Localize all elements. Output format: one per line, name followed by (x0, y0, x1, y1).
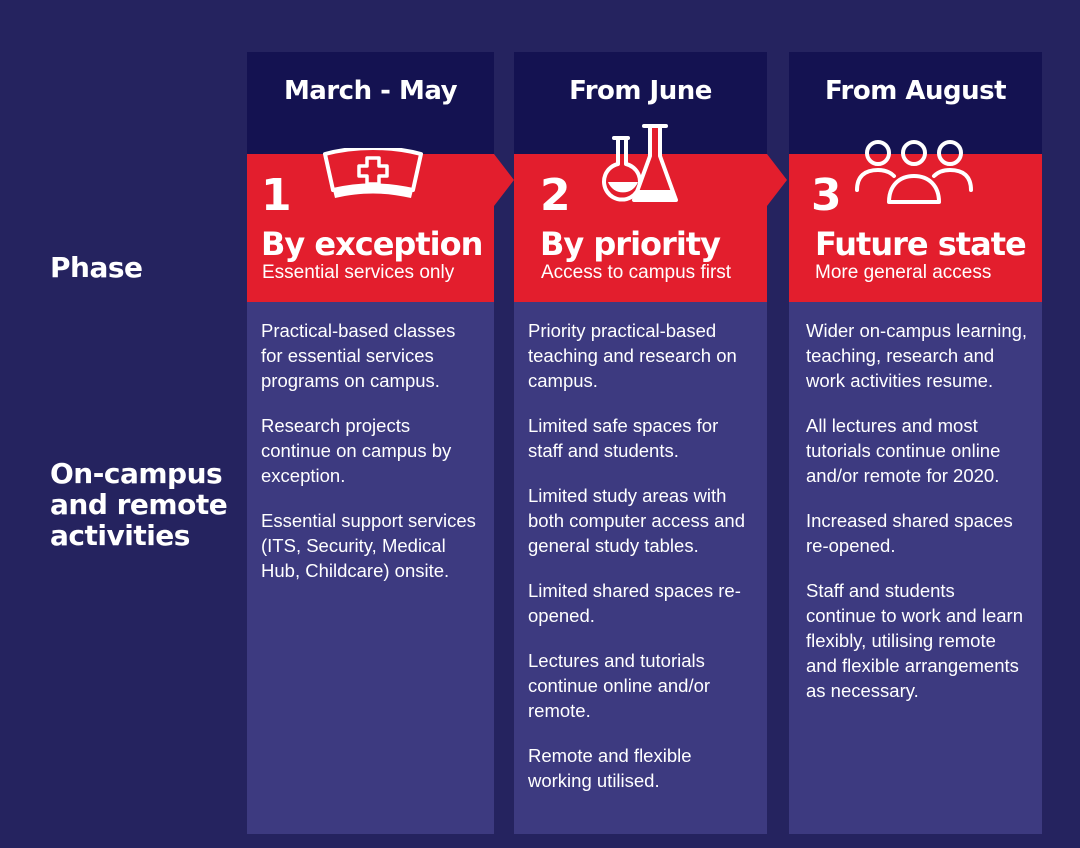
list-item: Priority practical-based teaching and research on campus. (528, 320, 737, 391)
phase-column-3 (789, 52, 1042, 834)
list-item: Limited safe spaces for staff and students. (528, 415, 719, 461)
phase-subtitle: Access to campus first (541, 262, 732, 283)
phase-subtitle: More general access (815, 262, 992, 283)
nurse-cap-icon (315, 148, 431, 204)
phase-date: From August (824, 76, 1007, 106)
activity-list-1 (247, 302, 494, 583)
phase-date: From June (569, 76, 712, 106)
group-people-icon (853, 136, 975, 208)
list-item: Limited study areas with both computer access and general study tables. (528, 485, 745, 556)
list-item: Limited shared spaces re-opened. (528, 580, 741, 626)
phase-title: Future state (815, 225, 1026, 263)
phase-banner-3 (789, 154, 1042, 302)
phase-arrow-1 (494, 154, 514, 206)
list-item: Research projects continue on campus by exception. (261, 415, 452, 486)
phase-column-2 (514, 52, 767, 834)
row-label-activities: On-campus and remote activities (50, 457, 228, 552)
phase-date: March - May (283, 76, 458, 106)
phase-number: 1 (261, 170, 292, 221)
phase-subtitle: Essential services only (262, 262, 455, 283)
list-item: Staff and students continue to work and learn flexibly, utilising remote and flexible arrangements as necessary. (806, 580, 1023, 701)
activity-list-2 (514, 302, 767, 793)
phase-banner-2 (514, 154, 767, 302)
phase-number: 3 (811, 170, 842, 221)
list-item: Increased shared spaces re-opened. (806, 510, 1013, 556)
list-item: All lectures and most tutorials continue online and/or remote for 2020. (806, 415, 1001, 486)
phase-title: By exception (261, 225, 483, 263)
phase-column-1 (247, 52, 494, 834)
list-item: Remote and flexible working utilised. (528, 745, 692, 791)
activity-list-3 (789, 302, 1042, 703)
list-item: Wider on-campus learning, teaching, research and work activities resume. (806, 320, 1028, 391)
phase-number: 2 (540, 170, 571, 221)
list-item: Essential support services (ITS, Security, Medical Hub, Childcare) onsite. (261, 510, 476, 581)
list-item: Lectures and tutorials continue online and/or remote. (528, 650, 711, 721)
phase-banner-1 (247, 154, 494, 302)
list-item: Practical-based classes for essential services programs on campus. (261, 320, 456, 391)
phase-title: By priority (540, 225, 720, 263)
phase-arrow-2 (767, 154, 787, 206)
lab-flasks-icon (600, 120, 686, 210)
row-label-phase: Phase (50, 251, 143, 284)
phase-header-1 (247, 52, 494, 154)
